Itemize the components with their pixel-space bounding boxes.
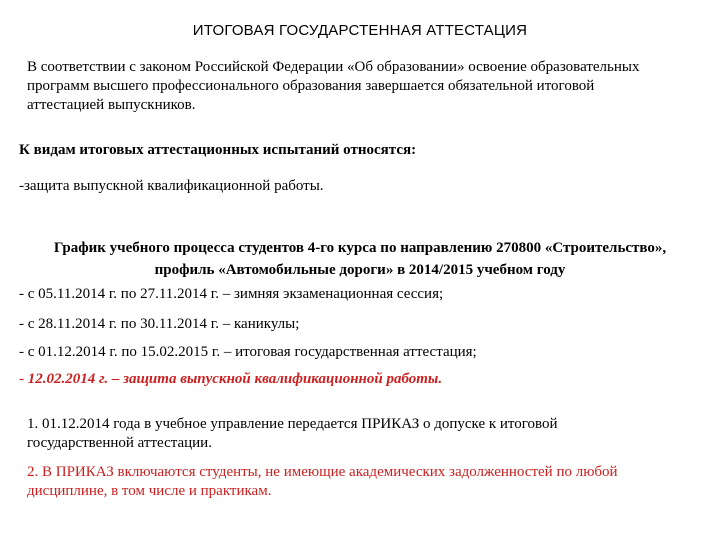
schedule-title	[0, 237, 720, 281]
schedule-item: - с 05.11.2014 г. по 27.11.2014 г. – зимняя экзаменационная сессия;	[19, 286, 444, 302]
note-line: 2. В ПРИКАЗ включаются студенты, не имеющие академических задолженностей по любой	[27, 464, 618, 480]
schedule-title-line: График учебного процесса студентов 4-го курса по направлению 270800 «Строительство»,	[53, 240, 667, 256]
note-line: дисциплине, в том числе и практикам.	[27, 483, 272, 499]
note-2	[27, 463, 687, 501]
note-1	[27, 415, 677, 453]
intro-line: аттестацией выпускников.	[27, 97, 196, 113]
intro-line: В соответствии с законом Российской Федерации «Об образовании» освоение образовательных	[27, 59, 640, 75]
highlight-text: 12.02.2014 г. – защита выпускной квалификационной работы.	[27, 371, 443, 387]
schedule-highlight-item	[19, 370, 442, 389]
schedule-item: - с 28.11.2014 г. по 30.11.2014 г. – каникулы;	[19, 316, 300, 332]
intro-line: программ высшего профессионального образования завершается обязательной итоговой	[27, 78, 595, 94]
schedule-item: - с 01.12.2014 г. по 15.02.2015 г. – итоговая государственная аттестация;	[19, 344, 477, 360]
exam-types-heading: К видам итоговых аттестационных испытаний относятся:	[19, 142, 417, 158]
intro-paragraph	[27, 58, 707, 115]
note-line: государственной аттестации.	[27, 435, 212, 451]
page-title: ИТОГОВАЯ ГОСУДАРСТЕННАЯ АТТЕСТАЦИЯ	[192, 22, 528, 39]
highlight-prefix: -	[19, 371, 28, 387]
schedule-title-line: профиль «Автомобильные дороги» в 2014/2015 учебном году	[154, 262, 566, 278]
exam-type-item: -защита выпускной квалификационной работы.	[19, 178, 324, 194]
note-line: 1. 01.12.2014 года в учебное управление передается ПРИКАЗ о допуске к итоговой	[27, 416, 558, 432]
